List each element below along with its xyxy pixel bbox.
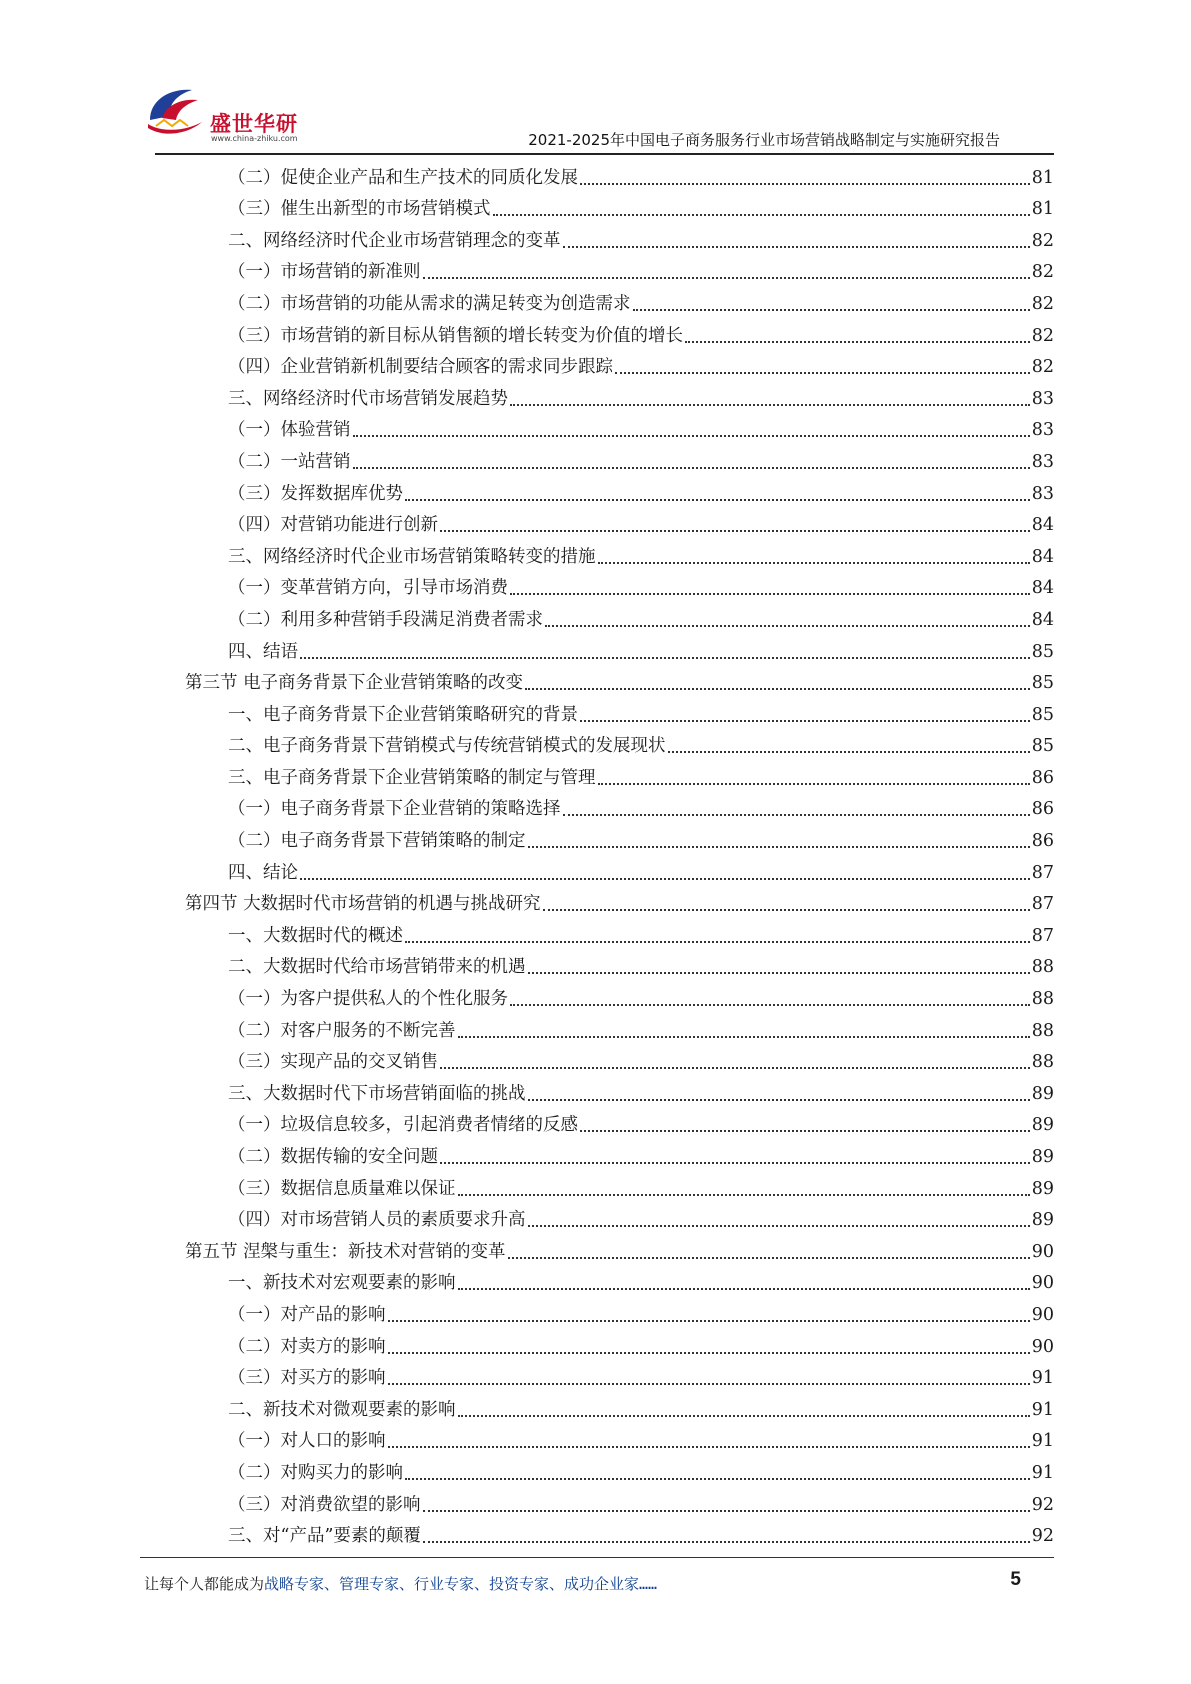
toc-entry-page: 82 (1031, 357, 1054, 378)
toc-entry-page: 82 (1031, 325, 1054, 346)
toc-entry-label: 三、网络经济时代企业市场营销策略转变的措施 (228, 546, 596, 567)
toc-entry-label: （二）促使企业产品和生产技术的同质化发展 (228, 167, 578, 188)
toc-dot-leader (440, 1067, 1030, 1069)
toc-entry[interactable] (185, 1331, 1054, 1363)
toc-dot-leader (423, 277, 1030, 279)
toc-entry-label: （一）体验营销 (228, 420, 351, 441)
toc-dot-leader (405, 1478, 1030, 1480)
toc-entry-page: 86 (1031, 767, 1054, 788)
toc-dot-leader (598, 562, 1030, 564)
toc-entry-page: 84 (1031, 515, 1054, 536)
toc-entry-label: （三）发挥数据库优势 (228, 483, 403, 504)
toc-entry[interactable] (185, 889, 1054, 921)
toc-entry-label: 二、电子商务背景下营销模式与传统营销模式的发展现状 (228, 736, 666, 757)
toc-dot-leader (528, 1225, 1030, 1227)
toc-entry[interactable] (185, 952, 1054, 984)
toc-entry[interactable] (185, 383, 1054, 415)
toc-entry[interactable] (185, 825, 1054, 857)
toc-entry-label: 二、网络经济时代企业市场营销理念的变革 (228, 230, 561, 251)
toc-entry-label: （二）数据传输的安全问题 (228, 1147, 438, 1167)
toc-dot-leader (543, 909, 1030, 911)
toc-entry-label: （四）对营销功能进行创新 (228, 515, 438, 536)
toc-entry-label: 四、结论 (228, 862, 298, 883)
toc-entry[interactable] (185, 1457, 1054, 1489)
toc-dot-leader (685, 341, 1030, 343)
toc-entry[interactable] (185, 1521, 1054, 1553)
toc-dot-leader (528, 1099, 1030, 1101)
toc-entry[interactable] (185, 1015, 1054, 1047)
toc-dot-leader (388, 1352, 1030, 1354)
toc-entry-page: 91 (1031, 1399, 1054, 1420)
toc-entry[interactable] (185, 510, 1054, 542)
toc-entry-label: 第五节 涅槃与重生：新技术对营销的变革 (185, 1241, 506, 1262)
toc-entry[interactable] (185, 446, 1054, 478)
toc-entry-page: 88 (1031, 989, 1054, 1010)
toc-entry-label: （一）对人口的影响 (228, 1431, 386, 1452)
toc-entry[interactable] (185, 162, 1054, 194)
toc-entry-page: 87 (1031, 894, 1054, 915)
toc-entry-label: （三）对消费欲望的影响 (228, 1494, 421, 1515)
toc-dot-leader (440, 530, 1030, 532)
toc-entry[interactable] (185, 541, 1054, 573)
toc-entry[interactable] (185, 1299, 1054, 1331)
toc-dot-leader (458, 1194, 1030, 1196)
footer-slogan (144, 1573, 657, 1594)
toc-entry[interactable] (185, 1489, 1054, 1521)
toc-entry-page: 89 (1031, 1147, 1054, 1167)
toc-entry[interactable] (185, 1110, 1054, 1142)
toc-entry[interactable] (185, 794, 1054, 826)
toc-entry-page: 85 (1031, 736, 1054, 757)
toc-dot-leader (563, 814, 1030, 816)
toc-entry-label: 二、新技术对微观要素的影响 (228, 1399, 456, 1420)
toc-dot-leader (458, 1288, 1030, 1290)
toc-entry-label: （一）为客户提供私人的个性化服务 (228, 989, 508, 1010)
toc-entry-page: 88 (1031, 957, 1054, 978)
toc-entry-page: 89 (1031, 1083, 1054, 1104)
toc-dot-leader (458, 1036, 1030, 1038)
toc-entry-page: 81 (1031, 199, 1054, 220)
toc-entry-label: （二）电子商务背景下营销策略的制定 (228, 831, 526, 852)
toc-entry[interactable] (185, 1236, 1054, 1268)
toc-entry[interactable] (185, 668, 1054, 700)
toc-dot-leader (525, 688, 1030, 690)
toc-entry[interactable] (185, 1426, 1054, 1458)
toc-entry[interactable] (185, 1173, 1054, 1205)
toc-dot-leader (458, 1415, 1030, 1417)
toc-dot-leader (510, 1004, 1030, 1006)
toc-entry-page: 89 (1031, 1115, 1054, 1136)
toc-dot-leader (405, 941, 1030, 943)
toc-dot-leader (508, 1257, 1030, 1259)
toc-entry-label: 一、大数据时代的概述 (228, 925, 403, 946)
table-of-contents (185, 162, 1054, 1552)
toc-entry-label: （二）一站营销 (228, 451, 351, 472)
toc-entry-label: 三、电子商务背景下企业营销策略的制定与管理 (228, 767, 596, 788)
toc-dot-leader (633, 309, 1030, 311)
toc-entry[interactable] (185, 352, 1054, 384)
toc-dot-leader (423, 1541, 1030, 1543)
toc-dot-leader (388, 1320, 1030, 1322)
toc-entry-page: 91 (1031, 1431, 1054, 1452)
toc-entry-page: 84 (1031, 609, 1054, 630)
toc-entry-page: 83 (1031, 388, 1054, 409)
toc-dot-leader (440, 1162, 1030, 1164)
toc-entry[interactable] (185, 983, 1054, 1015)
toc-entry-page: 83 (1031, 451, 1054, 472)
page-number: 5 (1010, 1569, 1021, 1590)
toc-entry-label: （二）利用多种营销手段满足消费者需求 (228, 609, 543, 630)
toc-entry-label: （三）对买方的影响 (228, 1368, 386, 1389)
toc-entry-label: 第四节 大数据时代市场营销的机遇与挑战研究 (185, 894, 541, 915)
toc-entry[interactable] (185, 1205, 1054, 1237)
toc-entry-page: 88 (1031, 1020, 1054, 1041)
toc-dot-leader (528, 846, 1030, 848)
toc-dot-leader (580, 183, 1030, 185)
toc-entry-page: 91 (1031, 1462, 1054, 1483)
toc-dot-leader (510, 593, 1030, 595)
toc-entry[interactable] (185, 225, 1054, 257)
toc-entry[interactable] (185, 194, 1054, 226)
toc-entry-page: 81 (1031, 167, 1054, 188)
toc-dot-leader (598, 783, 1030, 785)
toc-entry-label: （一）垃圾信息较多，引起消费者情绪的反感 (228, 1115, 578, 1136)
toc-entry-page: 89 (1031, 1210, 1054, 1231)
toc-entry-label: （一）市场营销的新准则 (228, 262, 421, 283)
toc-entry-label: （二）对客户服务的不断完善 (228, 1020, 456, 1041)
toc-dot-leader (615, 372, 1030, 374)
toc-dot-leader (353, 467, 1030, 469)
toc-entry-label: 三、大数据时代下市场营销面临的挑战 (228, 1083, 526, 1104)
header-divider (155, 153, 1054, 155)
logo-name: 盛世华研 (210, 112, 298, 136)
toc-entry[interactable] (185, 1268, 1054, 1300)
toc-entry-label: 四、结语 (228, 641, 298, 662)
toc-dot-leader (300, 878, 1030, 880)
toc-entry-page: 84 (1031, 546, 1054, 567)
toc-entry-label: （三）数据信息质量难以保证 (228, 1178, 456, 1199)
toc-entry[interactable] (185, 636, 1054, 668)
toc-entry[interactable] (185, 1047, 1054, 1079)
toc-entry[interactable] (185, 478, 1054, 510)
toc-entry-label: （三）催生出新型的市场营销模式 (228, 199, 491, 220)
toc-entry[interactable] (185, 1141, 1054, 1173)
toc-dot-leader (423, 1510, 1030, 1512)
toc-entry-page: 85 (1031, 641, 1054, 662)
toc-dot-leader (388, 1446, 1030, 1448)
toc-dot-leader (388, 1383, 1030, 1385)
toc-entry[interactable] (185, 320, 1054, 352)
toc-entry-page: 83 (1031, 420, 1054, 441)
toc-entry-page: 85 (1031, 704, 1054, 725)
toc-dot-leader (580, 720, 1030, 722)
toc-dot-leader (353, 435, 1030, 437)
toc-entry-page: 87 (1031, 925, 1054, 946)
toc-entry-page: 82 (1031, 293, 1054, 314)
toc-entry-page: 90 (1031, 1336, 1054, 1357)
toc-entry-page: 91 (1031, 1368, 1054, 1389)
toc-entry-label: （三）市场营销的新目标从销售额的增长转变为价值的增长 (228, 325, 683, 346)
toc-entry-label: 三、对“产品”要素的颠覆 (228, 1526, 421, 1547)
toc-dot-leader (668, 751, 1030, 753)
toc-entry-page: 82 (1031, 262, 1054, 283)
toc-entry-label: 一、新技术对宏观要素的影响 (228, 1273, 456, 1294)
toc-dot-leader (405, 499, 1030, 501)
toc-dot-leader (580, 1130, 1030, 1132)
toc-entry[interactable] (185, 288, 1054, 320)
logo-url: www.china-zhiku.com (211, 134, 298, 143)
toc-dot-leader (300, 657, 1030, 659)
toc-dot-leader (563, 246, 1030, 248)
toc-entry-page: 83 (1031, 483, 1054, 504)
toc-entry-label: 二、大数据时代给市场营销带来的机遇 (228, 957, 526, 978)
toc-entry-page: 85 (1031, 673, 1054, 694)
toc-entry[interactable] (185, 920, 1054, 952)
toc-entry-page: 87 (1031, 862, 1054, 883)
toc-entry-page: 84 (1031, 578, 1054, 599)
slogan-highlight: 战略专家、管理专家、行业专家、投资专家、成功企业家…… (264, 1575, 658, 1593)
toc-entry-page: 92 (1031, 1494, 1054, 1515)
toc-entry-label: （二）对购买力的影响 (228, 1462, 403, 1483)
toc-entry[interactable] (185, 257, 1054, 289)
toc-entry-page: 82 (1031, 230, 1054, 251)
toc-entry-page: 90 (1031, 1304, 1054, 1325)
toc-entry-label: 三、网络经济时代市场营销发展趋势 (228, 388, 508, 409)
toc-entry[interactable] (185, 857, 1054, 889)
toc-entry-page: 92 (1031, 1526, 1054, 1547)
toc-entry[interactable] (185, 415, 1054, 447)
toc-entry[interactable] (185, 604, 1054, 636)
toc-entry-label: （二）对卖方的影响 (228, 1336, 386, 1357)
footer-divider (140, 1557, 1054, 1558)
toc-dot-leader (545, 625, 1030, 627)
document-title: 2021-2025年中国电子商务服务行业市场营销战略制定与实施研究报告 (528, 131, 1000, 149)
toc-entry-page: 90 (1031, 1273, 1054, 1294)
toc-entry-label: （二）市场营销的功能从需求的满足转变为创造需求 (228, 293, 631, 314)
toc-entry-page: 88 (1031, 1052, 1054, 1073)
toc-entry[interactable] (185, 1363, 1054, 1395)
toc-entry[interactable] (185, 1078, 1054, 1110)
toc-entry[interactable] (185, 1394, 1054, 1426)
toc-entry-label: （一）电子商务背景下企业营销的策略选择 (228, 799, 561, 820)
toc-entry-label: （一）变革营销方向，引导市场消费 (228, 578, 508, 599)
toc-entry-label: （四）企业营销新机制要结合顾客的需求同步跟踪 (228, 357, 613, 378)
toc-entry-page: 90 (1031, 1241, 1054, 1262)
toc-entry[interactable] (185, 573, 1054, 605)
toc-entry-label: 第三节 电子商务背景下企业营销策略的改变 (185, 673, 524, 694)
toc-dot-leader (510, 404, 1030, 406)
toc-dot-leader (493, 214, 1030, 216)
toc-entry-page: 89 (1031, 1178, 1054, 1199)
toc-entry[interactable] (185, 731, 1054, 763)
toc-entry-label: 一、电子商务背景下企业营销策略研究的背景 (228, 704, 578, 725)
toc-entry-page: 86 (1031, 799, 1054, 820)
toc-entry[interactable] (185, 762, 1054, 794)
toc-entry-label: （一）对产品的影响 (228, 1304, 386, 1325)
toc-dot-leader (528, 972, 1030, 974)
toc-entry-page: 86 (1031, 831, 1054, 852)
toc-entry-label: （三）实现产品的交叉销售 (228, 1052, 438, 1073)
toc-entry-label: （四）对市场营销人员的素质要求升高 (228, 1210, 526, 1231)
slogan-prefix: 让每个人都能成为 (144, 1575, 265, 1593)
toc-entry[interactable] (185, 699, 1054, 731)
